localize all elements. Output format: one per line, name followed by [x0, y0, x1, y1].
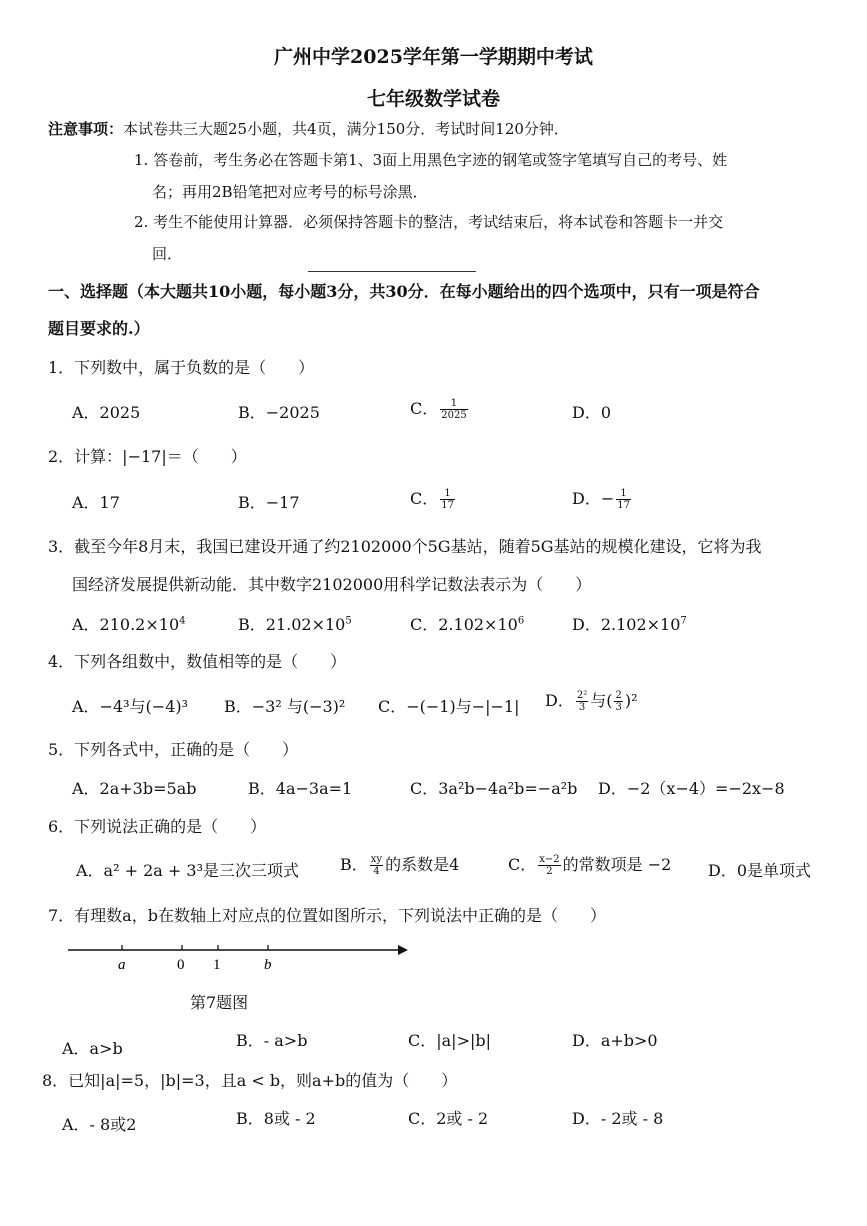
q5-option-d: D．−2（x−4）=−2x−8 — [598, 779, 785, 798]
notice-item2-line2: 回． — [152, 245, 183, 263]
q6-option-d: D．0是单项式 — [708, 861, 812, 880]
q4-d-middle: 与( — [590, 691, 613, 710]
notice-item1-line2: 名；再用2B铅笔把对应考号的标号涂黑． — [152, 183, 428, 201]
q6-option-b — [340, 852, 459, 877]
q3-d-base: D．2.102×10 — [572, 615, 681, 634]
notice-line — [48, 118, 569, 139]
q2-d-denominator: 17 — [617, 500, 630, 511]
q4-d-fraction2 — [614, 690, 622, 713]
q6-b-numerator: xy — [370, 854, 383, 865]
q3-b-exponent: 5 — [345, 615, 352, 627]
q1-option-d: D．0 — [572, 403, 612, 422]
q1-option-c-prefix: C． — [410, 399, 439, 418]
q2-option-c-fraction — [440, 488, 455, 511]
q1-option-a: A．2025 — [72, 403, 141, 422]
q3-d-exponent: 7 — [680, 615, 687, 627]
q2-d-numerator: 1 — [616, 488, 631, 500]
q4-option-b: B．−3² 与(−3)² — [224, 697, 346, 716]
q4-d-suffix: )² — [624, 691, 638, 710]
q6-stem: 6．下列说法正确的是（ ） — [48, 817, 267, 836]
q3-a-base: A．210.2×10 — [72, 615, 180, 634]
q2-option-d-fraction — [616, 488, 631, 511]
q6-c-fraction — [538, 854, 560, 877]
q3-option-c — [410, 612, 524, 635]
q6-c-denominator: 2 — [546, 866, 553, 877]
q2-stem: 2．计算：|−17|＝（ ） — [48, 447, 247, 466]
q4-option-d — [545, 688, 638, 713]
q7-figure-caption: 第7题图 — [190, 993, 249, 1012]
q6-c-prefix: C． — [508, 855, 537, 874]
q2-option-d — [572, 486, 633, 511]
q8-option-a: A．- 8或2 — [62, 1115, 137, 1134]
q1-stem: 1．下列数中，属于负数的是（ ） — [48, 358, 315, 377]
number-line-arrow — [398, 945, 408, 955]
q4-d-denominator2: 3 — [615, 702, 622, 713]
q4-d-numerator2: 2 — [615, 690, 622, 701]
q2-option-c-prefix: C． — [410, 489, 439, 508]
q3-c-base: C．2.102×10 — [410, 615, 518, 634]
q5-option-a: A．2a+3b=5ab — [72, 779, 197, 798]
q2-c-numerator: 1 — [440, 488, 455, 500]
q6-b-prefix: B． — [340, 855, 368, 874]
q3-b-base: B．21.02×10 — [238, 615, 346, 634]
q6-c-suffix: 的常数项是 −2 — [562, 855, 672, 874]
notice-intro: 本试卷共三大题25小题，共4页，满分150分．考试时间120分钟． — [123, 120, 569, 138]
q5-option-b: B．4a−3a=1 — [248, 779, 353, 798]
q6-b-suffix: 的系数是4 — [385, 855, 460, 874]
q1-c-denominator: 2025 — [441, 410, 467, 421]
q6-option-a: A．a² + 2a + 3³是三次三项式 — [76, 861, 299, 880]
q3-a-exponent: 4 — [179, 615, 186, 627]
section1-heading-line2: 题目要求的.） — [48, 319, 150, 338]
q6-b-denominator: 4 — [373, 866, 380, 877]
notice-item1-line1: 1. 答卷前，考生务必在答题卡第1、3面上用黑色字迹的钢笔或签字笔填写自己的考号、姓 — [134, 151, 728, 169]
q6-b-fraction — [370, 854, 383, 877]
q8-option-c: C．2或 - 2 — [408, 1109, 489, 1128]
q2-c-denominator: 17 — [441, 500, 454, 511]
q1-c-numerator: 1 — [440, 398, 467, 410]
q7-option-c: C．|a|>|b| — [408, 1031, 491, 1050]
q2-option-c — [410, 486, 457, 511]
q5-option-c: C．3a²b−4a²b=−a²b — [410, 779, 578, 798]
q7-option-d: D．a+b>0 — [572, 1031, 658, 1050]
q1-option-c-fraction — [440, 398, 467, 421]
exam-subtitle: 七年级数学试卷 — [366, 88, 500, 110]
notice-label: 注意事项： — [48, 120, 124, 138]
label-zero: 0 — [177, 957, 185, 973]
label-one: 1 — [213, 957, 221, 973]
q2-option-a: A．17 — [72, 493, 120, 512]
label-b: b — [264, 957, 272, 973]
q8-option-b: B．8或 - 2 — [236, 1109, 316, 1128]
q4-d-fraction1 — [576, 690, 588, 713]
q2-option-b: B．−17 — [238, 493, 300, 512]
q1-option-b: B．−2025 — [238, 403, 320, 422]
exam-title: 广州中学2025学年第一学期期中考试 — [274, 46, 593, 68]
q7-option-b: B．- a>b — [236, 1031, 308, 1050]
label-a: a — [118, 957, 126, 973]
q3-stem-line1: 3．截至今年8月末，我国已建设开通了约2102000个5G基站，随着5G基站的规模化建设，它将为我 — [48, 537, 762, 556]
q3-stem-line2: 国经济发展提供新动能．其中数字2102000用科学记数法表示为（ ） — [72, 575, 592, 594]
q4-option-a: A．−4³与(−4)³ — [72, 697, 189, 716]
q2-option-d-prefix: D．− — [572, 489, 615, 508]
q3-option-d — [572, 612, 687, 635]
q6-option-c — [508, 852, 671, 877]
q4-d-numerator1: 2² — [576, 690, 588, 701]
q4-stem: 4．下列各组数中，数值相等的是（ ） — [48, 652, 347, 671]
q8-option-d: D．- 2或 - 8 — [572, 1109, 664, 1128]
q3-c-exponent: 6 — [517, 615, 525, 627]
q7-stem: 7．有理数a，b在数轴上对应点的位置如图所示，下列说法中正确的是（ ） — [48, 906, 606, 925]
q3-option-a — [72, 612, 186, 635]
q6-c-numerator: x−2 — [539, 854, 560, 865]
notice-item2-line1: 2. 考生不能使用计算器．必须保持答题卡的整洁，考试结束后，将本试卷和答题卡一并交 — [134, 213, 724, 231]
q4-option-c: C．−(−1)与−|−1| — [378, 697, 520, 716]
q1-option-c — [410, 396, 470, 421]
divider-line — [308, 271, 476, 272]
q3-option-b — [238, 612, 352, 635]
section1-heading-line1: 一、选择题（本大题共10小题，每小题3分，共30分．在每小题给出的四个选项中，只有一项是符合 — [48, 282, 760, 301]
number-line-figure — [62, 936, 412, 976]
q5-stem: 5．下列各式中，正确的是（ ） — [48, 740, 299, 759]
q8-stem: 8．已知|a|=5，|b|=3，且a < b，则a+b的值为（ ） — [42, 1071, 458, 1090]
q7-option-a: A．a>b — [62, 1039, 123, 1058]
q4-d-denominator1: 3 — [578, 702, 586, 713]
q4-d-prefix: D． — [545, 691, 574, 710]
